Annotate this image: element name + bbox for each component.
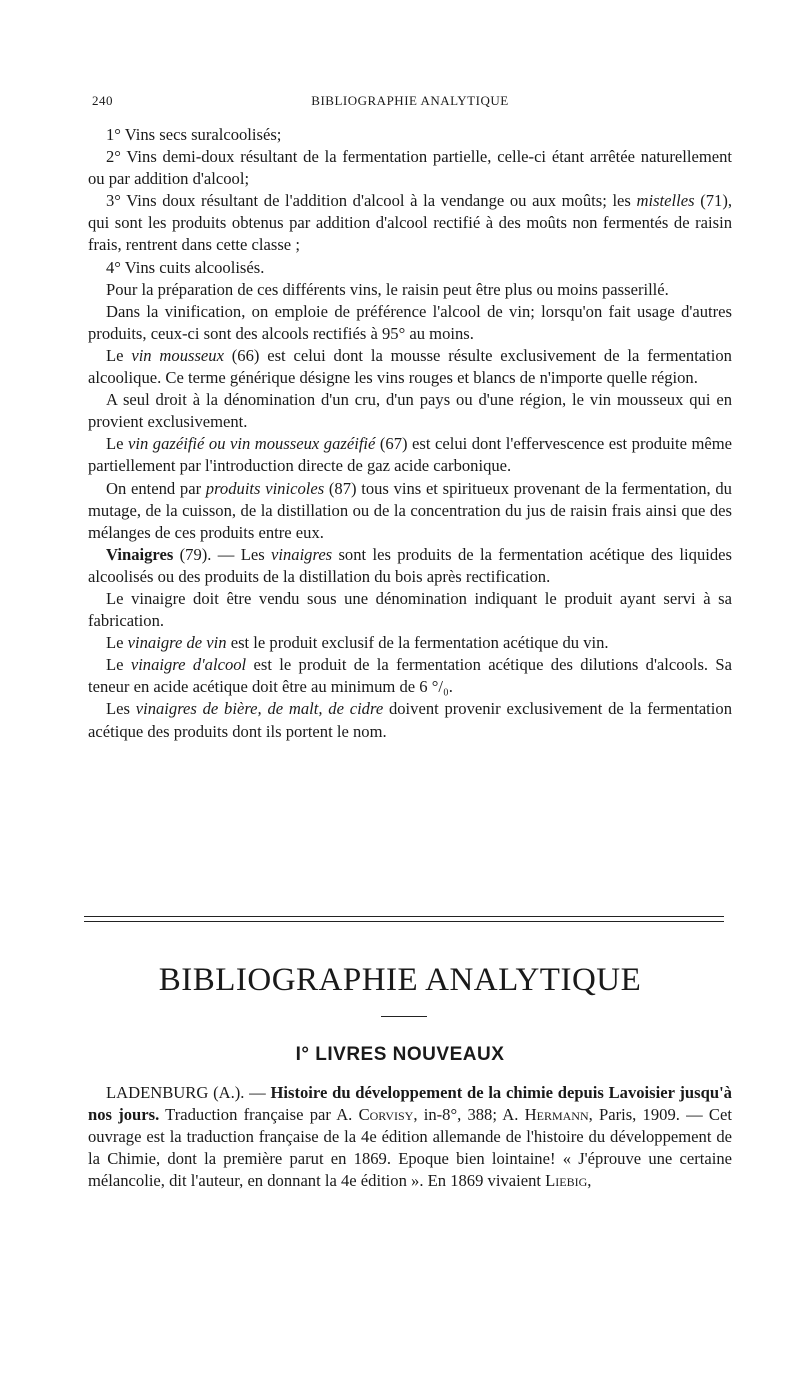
text-run: 3° Vins doux résultant de l'addition d'alcool à la vendange ou aux moûts; les [106, 191, 637, 211]
text-run: vin gazéifié ou vin mousseux gazéifié [128, 434, 376, 454]
text-run: Liebig [545, 1171, 588, 1191]
text-run: mistelles [636, 191, 695, 211]
paragraph [88, 544, 732, 588]
text-run: Le [106, 434, 129, 454]
paragraph [88, 654, 732, 698]
text-run: est le produit de la fermentation acétique des dilutions d'alcools. Sa teneur en acide acétique doit être au minimum de 6 °/₀. [88, 655, 733, 697]
bibliography-entry [88, 1082, 732, 1192]
text-run: vinaigre d'alcool [130, 655, 247, 675]
text-run: Le vinaigre doit être vendu sous une dénomination indiquant le produit ayant servi à sa fabrication. [88, 588, 732, 631]
text-run: produits vinicoles [205, 478, 325, 498]
text-run: Le [106, 345, 132, 365]
paragraph [88, 698, 732, 742]
text-run: 1° Vins secs suralcoolisés; [106, 125, 282, 144]
paragraph [88, 190, 732, 256]
text-run: Les [106, 699, 136, 719]
text-run: Corvisy [358, 1105, 414, 1125]
text-run: Vinaigres [106, 544, 174, 564]
subsection-title: I° LIVRES NOUVEAUX [295, 1044, 505, 1065]
text-run: LADENBURG (A.). — [106, 1083, 271, 1102]
text-run: (67) est celui dont l'effervescence est produite même partiellement par l'introduction directe de gaz acide carbonique. [88, 434, 733, 476]
paragraph [88, 301, 732, 345]
bibliography-entries [88, 1082, 732, 1192]
divider-rule-bottom [84, 921, 724, 922]
text-run: (87) tous vins et spiritueux provenant de la fermentation, du mutage, de la cuisson, de la distillation ou de la concentration du jus de raisin frais ainsi que des mélanges de ces produits entre eux. [88, 478, 732, 542]
running-header [92, 93, 728, 113]
paragraph [88, 345, 732, 389]
paragraph [88, 478, 732, 544]
paragraph [88, 389, 732, 433]
text-run: On entend par [106, 478, 206, 498]
text-run: Histoire du développement de la chimie depuis Lavoisier jusqu'à nos jours. [88, 1083, 732, 1125]
section-divider [84, 916, 724, 926]
text-run: Le [106, 655, 131, 675]
body-text [88, 124, 732, 743]
text-run: est le produit exclusif de la fermentation acétique du vin. [226, 633, 609, 653]
divider-rule-top [84, 916, 724, 917]
running-title: BIBLIOGRAPHIE ANALYTIQUE [311, 93, 509, 108]
text-run: Traduction française par A. [159, 1105, 359, 1125]
paragraph [88, 632, 732, 654]
paragraph [88, 257, 732, 279]
section-title: BIBLIOGRAPHIE ANALYTIQUE [158, 962, 642, 998]
text-run: vin mousseux [131, 345, 224, 365]
page-number: 240 [92, 93, 113, 108]
text-run: (71), qui sont les produits obtenus par addition d'alcool rectifié à des moûts non fermentés de raisin frais, rentrent dans cette classe ; [88, 191, 732, 255]
text-run: vinaigres de bière, de malt, de cidre [135, 699, 384, 719]
paragraph [88, 433, 732, 477]
text-run: Le [106, 633, 128, 653]
text-run: Hermann [524, 1105, 589, 1125]
paragraph [88, 588, 732, 632]
text-run: doivent provenir exclusivement de la fermentation acétique des produits dont ils portent le nom. [88, 699, 733, 741]
text-run: Dans la vinification, on emploie de préférence l'alcool de vin; lorsqu'on fait usage d'autres produits, ceux-ci sont des alcools rectifiés à 95° au moins. [88, 301, 732, 343]
text-run: vinaigres [271, 544, 333, 564]
text-run: vinaigre de vin [127, 633, 227, 653]
text-run: Pour la préparation de ces différents vins, le raisin peut être plus ou moins passerillé. [106, 279, 669, 299]
paragraph [88, 279, 732, 301]
text-run: (66) est celui dont la mousse résulte exclusivement de la fermentation alcoolique. Ce terme générique désigne les vins rouges et blancs de n'importe quelle région. [88, 345, 732, 388]
text-run: A seul droit à la dénomination d'un cru, d'un pays ou d'une région, le vin mousseux qui en provient exclusivement. [88, 390, 732, 432]
text-run: 4° Vins cuits alcoolisés. [106, 257, 265, 277]
text-run: , in-8°, 388; A. [413, 1105, 525, 1125]
text-run: sont les produits de la fermentation acétique des liquides alcoolisés ou des produits de la distillation du bois après rectification. [88, 544, 732, 586]
paragraph [88, 146, 732, 190]
paragraph [88, 124, 732, 146]
title-underline [381, 1016, 427, 1017]
text-run: (79). — Les [173, 544, 271, 564]
text-run: , [587, 1171, 592, 1191]
text-run: , Paris, 1909. — Cet ouvrage est la traduction française de la 4e édition allemande de l'histoire du développement de la Chimie, dont la première parut en 1869. Epoque bien lointaine! « J'éprouve une certaine mélancolie, dit l'auteur, en donnant la 4e édition ». En 1869 vivaient [88, 1105, 732, 1191]
text-run: 2° Vins demi-doux résultant de la fermentation partielle, celle-ci étant arrêtée naturellement ou par addition d'alcool; [88, 147, 732, 189]
